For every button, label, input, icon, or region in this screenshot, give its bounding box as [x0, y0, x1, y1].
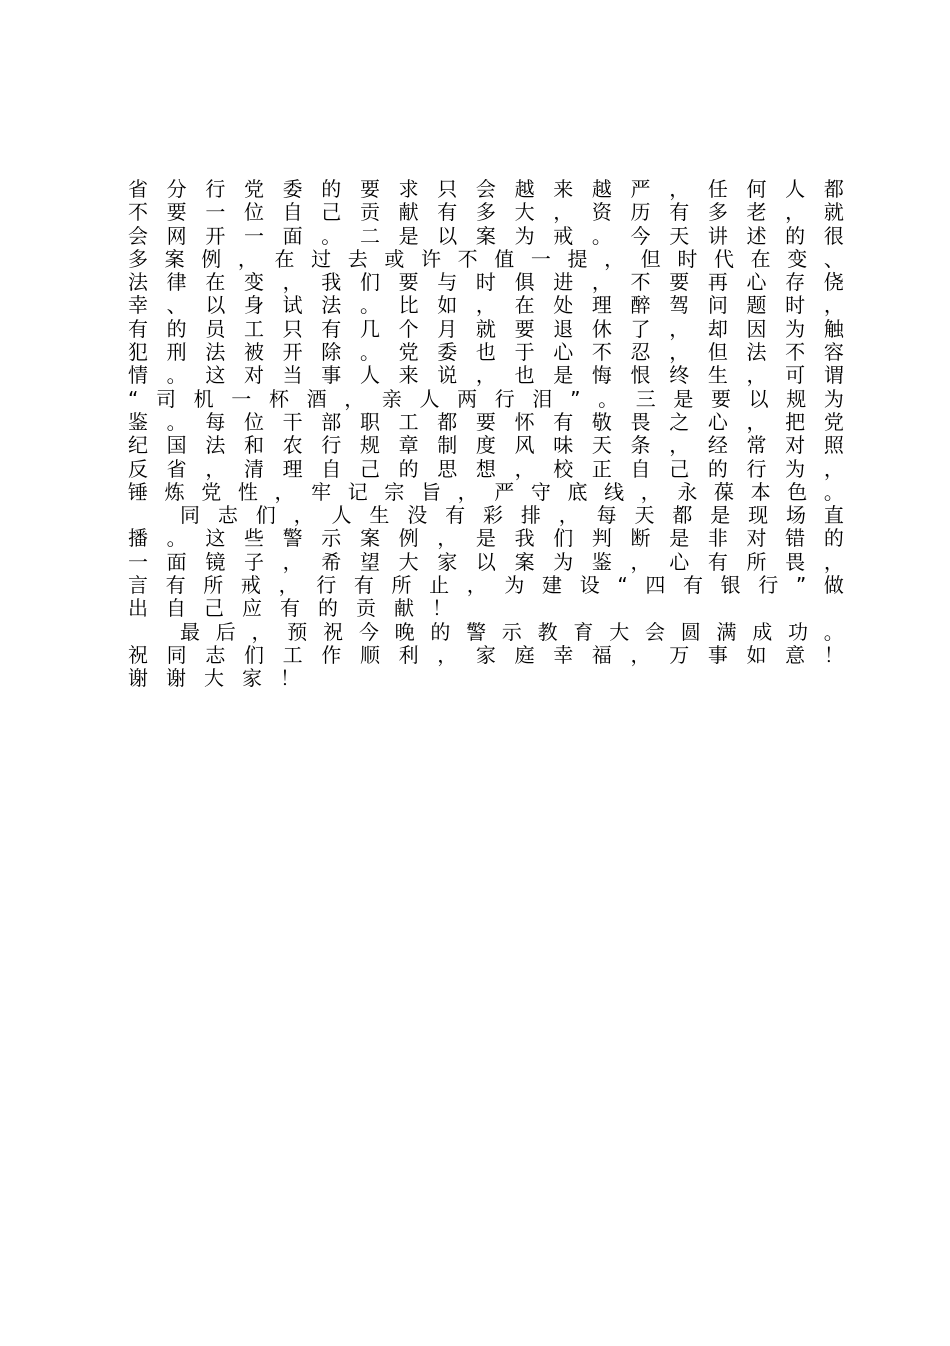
text-line: 一 面 镜 子 ， 希 望 大 家 以 案 为 鉴 ， 心 有 所 畏 ， [128, 549, 844, 574]
text-line: 反 省 ， 清 理 自 己 的 思 想 ， 校 正 自 己 的 行 为 ， [128, 456, 844, 481]
text-line: 幸 、 以 身 试 法 。 比 如 ， 在 处 理 醉 驾 问 题 时 ， [128, 293, 844, 318]
text-line: 最 后 ， 预 祝 今 晚 的 警 示 教 育 大 会 圆 满 成 功 。 [180, 619, 844, 644]
text-line: 言 有 所 戒 ， 行 有 所 止 ， 为 建 设 “ 四 有 银 行 ” 做 [128, 573, 844, 598]
text-line: 鉴 。 每 位 干 部 职 工 都 要 怀 有 敬 畏 之 心 ， 把 党 [128, 409, 844, 434]
text-line: “ 司 机 一 杯 酒 ， 亲 人 两 行 泪 ” 。 三 是 要 以 规 为 [128, 386, 844, 411]
text-line: 纪 国 法 和 农 行 规 章 制 度 风 味 天 条 ， 经 常 对 照 [128, 433, 844, 458]
document-body [128, 178, 844, 691]
text-line: 省 分 行 党 委 的 要 求 只 会 越 来 越 严 ， 任 何 人 都 [128, 177, 844, 201]
text-line: 犯 刑 法 被 开 除 。 党 委 也 于 心 不 忍 ， 但 法 不 容 [128, 340, 844, 365]
text-line: 会 网 开 一 面 。 二 是 以 案 为 戒 。 今 天 讲 述 的 很 [128, 223, 844, 248]
text-line: 同 志 们 ， 人 生 没 有 彩 排 ， 每 天 都 是 现 场 直 [180, 503, 844, 528]
text-line: 法 律 在 变 ， 我 们 要 与 时 俱 进 ， 不 要 再 心 存 侥 [128, 270, 844, 295]
text-line: 祝 同 志 们 工 作 顺 利 ， 家 庭 幸 福 ， 万 事 如 意 ！ [128, 642, 844, 667]
text-line: 锤 炼 党 性 ， 牢 记 宗 旨 ， 严 守 底 线 ， 永 葆 本 色 。 [128, 479, 844, 504]
text-line: 谢 谢 大 家 ！ [128, 666, 300, 691]
text-line: 不 要 一 位 自 己 贡 献 有 多 大 ， 资 历 有 多 老 ， 就 [128, 200, 844, 225]
text-line: 播 。 这 些 警 示 案 例 ， 是 我 们 判 断 是 非 对 错 的 [128, 526, 844, 551]
text-line: 出 自 己 应 有 的 贡 献 ！ [128, 596, 452, 621]
text-line: 多 案 例 ， 在 过 去 或 许 不 值 一 提 ， 但 时 代 在 变 、 [128, 246, 844, 271]
text-line: 有 的 员 工 只 有 几 个 月 就 要 退 休 了 ， 却 因 为 触 [128, 316, 844, 341]
text-line: 情 。 这 对 当 事 人 来 说 ， 也 是 悔 恨 终 生 ， 可 谓 [128, 363, 844, 388]
